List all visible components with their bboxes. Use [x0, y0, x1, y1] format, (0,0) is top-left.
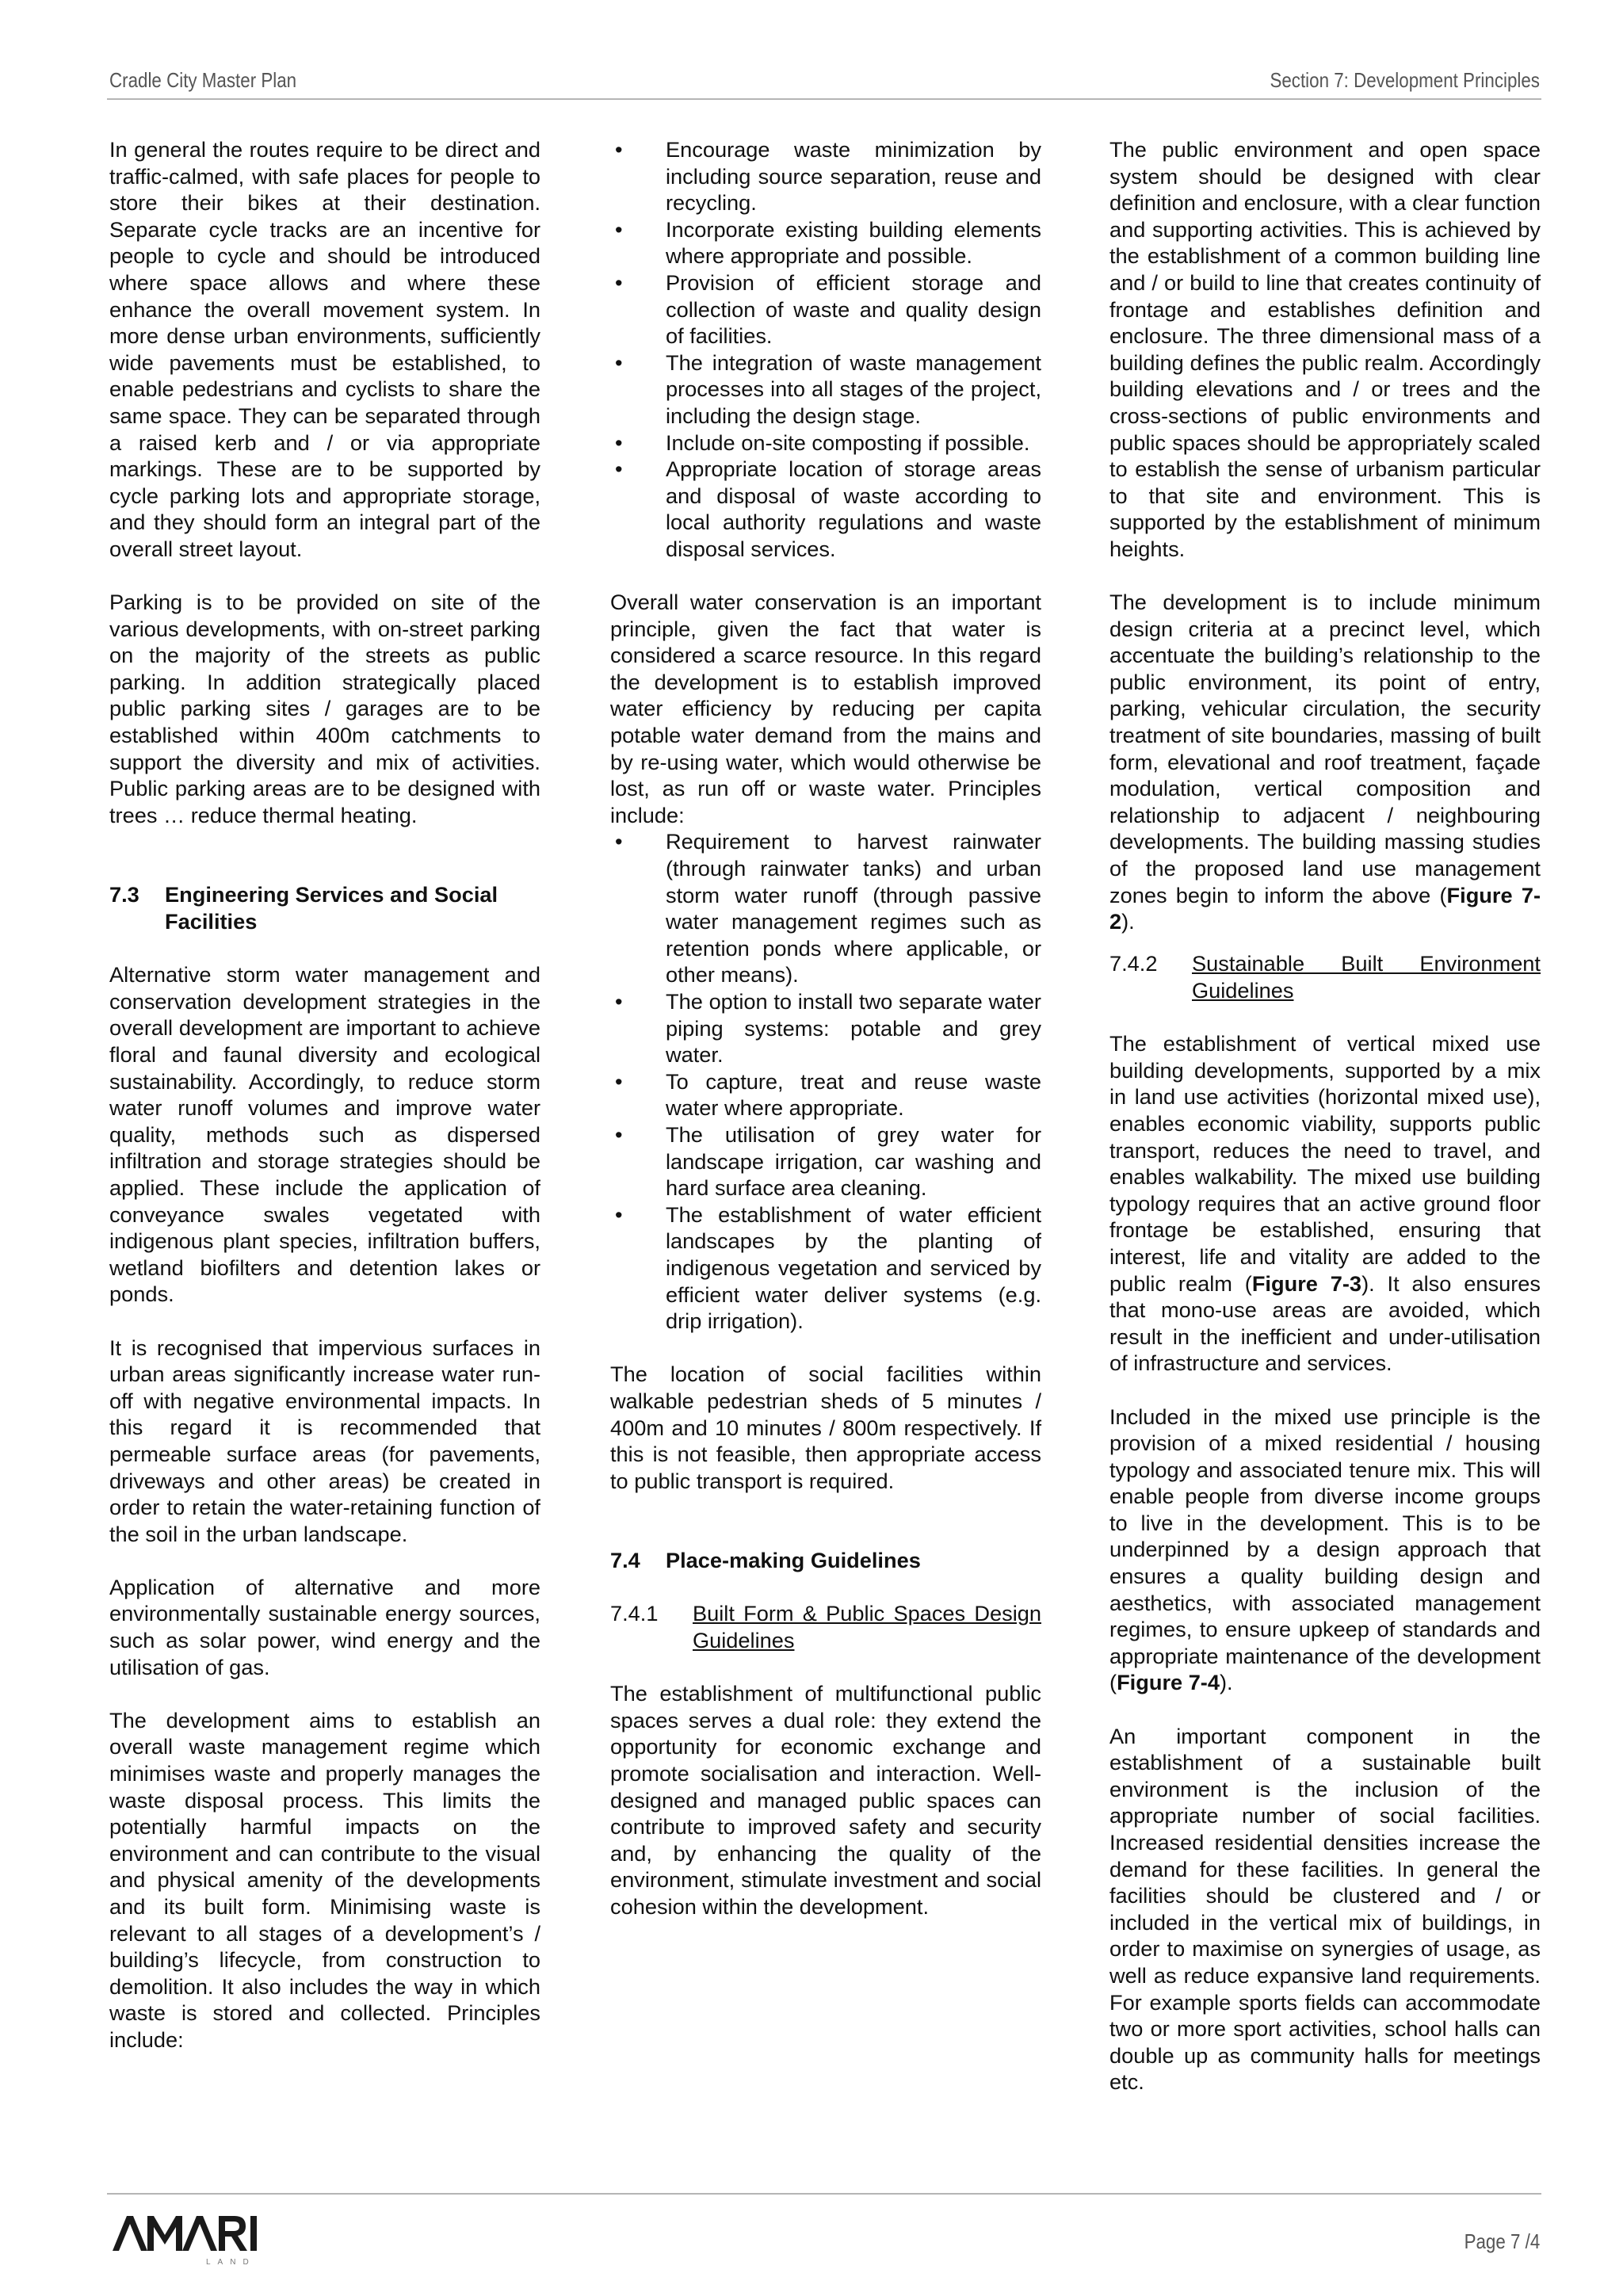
- text-run: ).: [1220, 1670, 1233, 1695]
- text-run: The establishment of vertical mixed use building developments, supported by a mix in land use activities (horizontal mixed use), enables economic viability, supports public transport, reduces the need to travel, and enables walkability. The mixed use building typology requires that an active ground floor frontage be established, ensuring that interest, life and vitality are added to the public realm (: [1109, 1031, 1541, 1296]
- list-item: • The integration of waste management processes into all stages of the project, including the design stage.: [610, 350, 1041, 430]
- figure-reference-7-4: Figure 7-4: [1117, 1670, 1220, 1695]
- subheading-7-4-2: [1109, 950, 1541, 1003]
- page-number: Page 7 /4: [1464, 2229, 1540, 2253]
- heading-7-3: [109, 881, 540, 934]
- heading-number: 7.3: [109, 882, 139, 907]
- subheading-number: 7.4.1: [610, 1601, 659, 1626]
- amari-logo-icon: [111, 2208, 277, 2268]
- list-item: • To capture, treat and reuse waste water where appropriate.: [610, 1068, 1041, 1121]
- heading-title: Place-making Guidelines: [666, 1548, 921, 1573]
- paragraph-housing-typology: [1109, 1404, 1541, 1697]
- column-middle: [610, 136, 1041, 1920]
- list-item: • Include on-site composting if possible.: [610, 430, 1041, 457]
- list-item: • The establishment of water efficient landscapes by the planting of indigenous vegetation and serviced by efficient water deliver systems (e.g. drip irrigation).: [610, 1201, 1041, 1335]
- header-section-title: Section 7: Development Principles: [1270, 68, 1540, 92]
- paragraph-energy: Application of alternative and more environmentally sustainable energy sources, such as solar power, wind energy and the utilisation of gas.: [109, 1574, 540, 1679]
- footer-rule: [107, 2193, 1541, 2195]
- heading-number: 7.4: [610, 1548, 640, 1573]
- subheading-title: Sustainable Built Environment Guidelines: [1192, 951, 1541, 1003]
- logo-subtitle: LAND: [206, 2258, 256, 2267]
- paragraph-waste-management: The development aims to establish an overall waste management regime which minimises waste and properly manages the waste disposal process. This limits the potentially harmful impacts on the environment and can contribute to the visual and physical amenity of the developments and its built form. Minimising waste is relevant to all stages of a development’s / building’s lifecycle, from construction to demolition. It also includes the way in which waste is stored and collected. Principles include:: [109, 1707, 540, 2052]
- list-item: • Incorporate existing building elements where appropriate and possible.: [610, 216, 1041, 269]
- paragraph-design-criteria: [1109, 589, 1541, 935]
- water-principles-list: [610, 828, 1041, 1334]
- list-item: • Appropriate location of storage areas and disposal of waste according to local authority regulations and waste disposal services.: [610, 456, 1041, 562]
- amari-land-logo: [111, 2208, 277, 2272]
- paragraph-public-spaces: The establishment of multifunctional public spaces serves a dual role: they extend the opportunity for economic exchange and promote socialisation and interaction. Well-designed and managed public spaces can contribute to improved safety and security and, by enhancing the quality of the environment, stimulate investment and social cohesion within the development.: [610, 1681, 1041, 1919]
- list-item: • Provision of efficient storage and collection of waste and quality design of facilities.: [610, 269, 1041, 350]
- paragraph-social-facilities: An important component in the establishment of a sustainable built environment is the inclusion of the appropriate number of social facilities. Increased residential densities increase the demand for these facilities. In general the facilities should be clustered and / or included in the vertical mix of buildings, in order to maximise on synergies of usage, as well as reduce expansive land requirements. For example sports fields can accommodate two or more sport activities, school halls can double up as community halls for meetings etc.: [1109, 1723, 1541, 2095]
- text-run: ).: [1121, 909, 1135, 934]
- figure-reference-7-3: Figure 7-3: [1251, 1270, 1362, 1296]
- column-right: [1109, 136, 1541, 2095]
- paragraph-impervious-surfaces: It is recognised that impervious surfaces in urban areas significantly increase water run-off with negative environmental impacts. In this regard it is recommended that permeable surface areas (for pavements, driveways and other areas) be created in order to retain the water-retaining function of the soil in the urban landscape.: [109, 1335, 540, 1546]
- list-item: • The option to install two separate water piping systems: potable and grey water.: [610, 988, 1041, 1068]
- subheading-7-4-1: [610, 1600, 1041, 1653]
- subheading-title: Built Form & Public Spaces Design Guidelines: [693, 1601, 1041, 1653]
- paragraph-mixed-use: [1109, 1030, 1541, 1377]
- text-run: The development is to include minimum design criteria at a precinct level, which accentuate the building’s relationship to the public environment, its point of entry, parking, vehicular circulation, the security treatment of site boundaries, massing of built form, elevational and roof treatment, façade modulation, vertical composition and relationship to adjacent / neighbouring developments. The building massing studies of the proposed land use management zones begin to inform the above (: [1109, 590, 1541, 907]
- list-item: • The utilisation of grey water for landscape irrigation, car washing and hard surface area cleaning.: [610, 1121, 1041, 1201]
- column-left: [109, 136, 540, 2053]
- list-item: • Requirement to harvest rainwater (through rainwater tanks) and urban storm water runoff (through passive water management regimes such as retention ponds where applicable, or other means).: [610, 828, 1041, 988]
- heading-7-4: [610, 1547, 1041, 1574]
- paragraph-storm-water: Alternative storm water management and conservation development strategies in the overall development are important to achieve floral and faunal diversity and ecological sustainability. Accordingly, to reduce storm water runoff volumes and improve water quality, methods such as dispersed infiltration and storage strategies should be applied. These include the application of conveyance swales vegetated with indigenous plant species, infiltration buffers, wetland biofilters and detention lakes or ponds.: [109, 962, 540, 1307]
- header-rule: [107, 98, 1541, 100]
- text-run: Included in the mixed use principle is the provision of a mixed residential / housing typology and associated tenure mix. This will enable people from diverse income groups to live in the development. This is to be underpinned by a design approach that ensures a quality building design and aesthetics, with associated management regimes, to ensure upkeep of standards and appropriate maintenance of the development (: [1109, 1404, 1541, 1695]
- paragraph-open-space-system: The public environment and open space system should be designed with clear definition and enclosure, with a clear function and supporting activities. This is achieved by the establishment of a common building line and / or build to line that creates continuity of frontage and establishes definition and enclosure. The three dimensional mass of a building defines the public realm. Accordingly building elevations and / or trees and the cross-sections of public environments and public spaces should be appropriately scaled to establish the sense of urbanism particular to that site and environment. This is supported by the establishment of minimum heights.: [1109, 137, 1541, 561]
- paragraph-water-conservation: Overall water conservation is an important principle, given the fact that water is considered a scarce resource. In this regard the development is to establish improved water efficiency by reducing per capita potable water demand from the mains and by re-using water, which would otherwise be lost, as run off or waste water. Principles include:: [610, 590, 1041, 827]
- figure-reference-7-2: Figure 7-2: [1109, 882, 1541, 934]
- text-run: ). It also ensures that mono-use areas are avoided, which result in the inefficient and under-utilisation of infrastructure and services.: [1109, 1270, 1541, 1376]
- list-item: • Encourage waste minimization by including source separation, reuse and recycling.: [610, 136, 1041, 216]
- waste-principles-list: [610, 136, 1041, 563]
- header-document-title: Cradle City Master Plan: [109, 68, 297, 92]
- paragraph-social-facilities-location: The location of social facilities within walkable pedestrian sheds of 5 minutes / 400m and 10 minutes / 800m respectively. If this is not feasible, then appropriate access to public transport is required.: [610, 1362, 1041, 1493]
- paragraph-parking: Parking is to be provided on site of the various developments, with on-street parking on the majority of the streets as public parking. In addition strategically placed public parking sites / garages are to be established within 400m catchments to support the diversity and mix of activities. Public parking areas are to be designed with trees … reduce thermal heating.: [109, 590, 540, 827]
- subheading-number: 7.4.2: [1109, 951, 1158, 976]
- paragraph-cycle-routes: In general the routes require to be direct and traffic-calmed, with safe places for people to store their bikes at their destination. Separate cycle tracks are an incentive for people to cycle and should be introduced where space allows and where these enhance the overall movement system. In more dense urban environments, sufficiently wide pavements must be established, to enable pedestrians and cyclists to share the same space. They can be separated through a raised kerb and / or via appropriate markings. These are to be supported by cycle parking lots and appropriate storage, and they should form an integral part of the overall street layout.: [109, 137, 540, 561]
- heading-title: Engineering Services and Social Facilities: [165, 882, 498, 934]
